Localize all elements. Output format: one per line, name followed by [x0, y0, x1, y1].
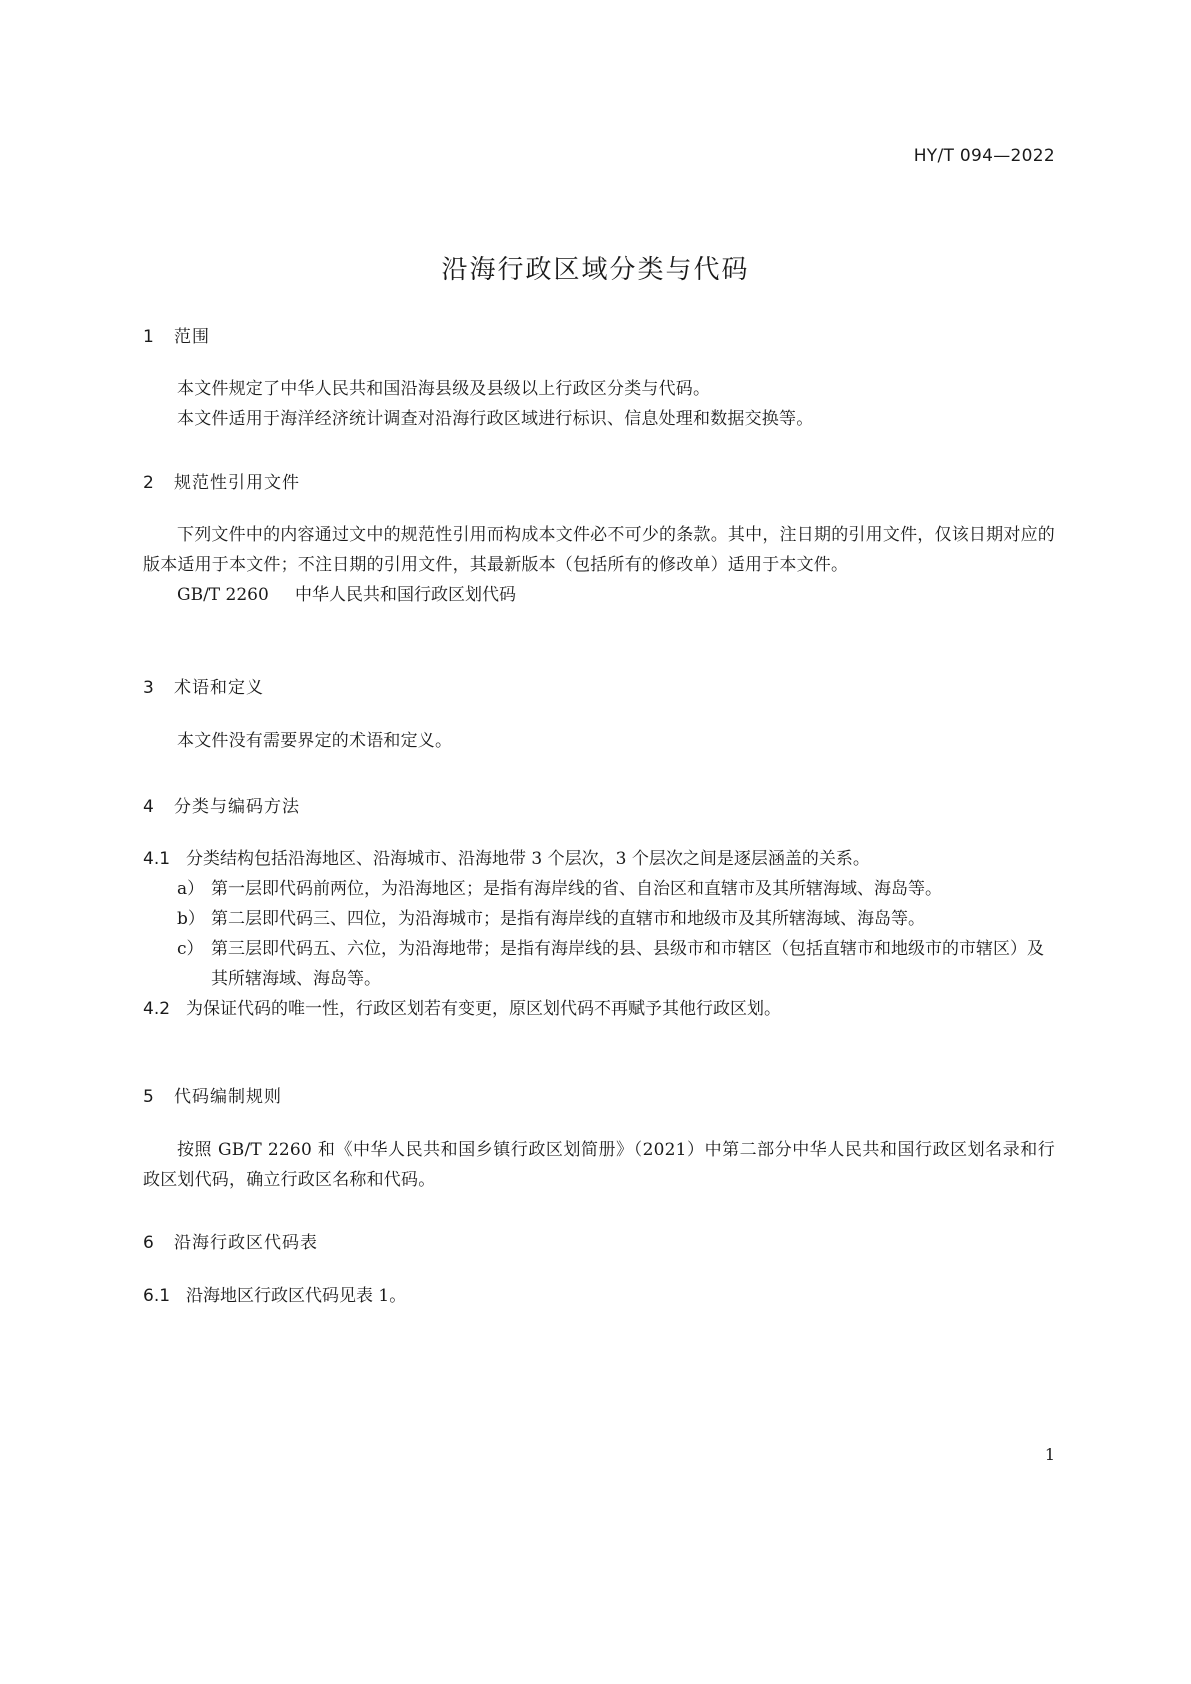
page-number: 1 [1044, 1445, 1055, 1464]
section-6-body [143, 1281, 1055, 1311]
section-number: 1 [143, 327, 155, 347]
list-item-a [143, 874, 1055, 904]
section-2-heading [143, 468, 1055, 493]
section-number: 5 [143, 1087, 155, 1107]
clause-4-1 [143, 844, 1055, 874]
section-title: 代码编制规则 [174, 1087, 282, 1107]
clause-number: 6.1 [143, 1286, 171, 1306]
item-text: 第一层即代码前两位，为沿海地区；是指有海岸线的省、自治区和直辖市及其所辖海域、海岛等。 [211, 879, 942, 899]
section-number: 3 [143, 678, 155, 698]
paragraph: 本文件没有需要界定的术语和定义。 [177, 731, 453, 751]
document-title: 沿海行政区域分类与代码 [441, 255, 750, 285]
reference-title: 中华人民共和国行政区划代码 [295, 585, 516, 605]
item-label: c） [177, 939, 204, 959]
section-5-heading [143, 1082, 1055, 1107]
paragraph: 下列文件中的内容通过文中的规范性引用而构成本文件必不可少的条款。其中，注日期的引用文件，仅该日期对应的版本适用于本文件；不注日期的引用文件，其最新版本（包括所有的修改单）适用于本文件。 [143, 525, 1055, 575]
reference-code: GB/T 2260 [177, 585, 269, 605]
clause-text: 沿海地区行政区代码见表 1。 [186, 1286, 407, 1306]
clause-4-2 [143, 994, 1055, 1024]
section-3-body [143, 726, 1055, 756]
clause-number: 4.1 [143, 849, 171, 869]
section-3-heading [143, 673, 1055, 698]
section-title: 分类与编码方法 [174, 797, 300, 817]
clause-text: 为保证代码的唯一性，行政区划若有变更，原区划代码不再赋予其他行政区划。 [186, 999, 781, 1019]
paragraph: 按照 GB/T 2260 和《中华人民共和国乡镇行政区划简册》（2021）中第二部分中华人民共和国行政区划名录和行政区划代码，确立行政区名称和代码。 [143, 1140, 1055, 1190]
paragraph: 本文件适用于海洋经济统计调查对沿海行政区域进行标识、信息处理和数据交换等。 [177, 409, 814, 429]
clause-6-1 [143, 1281, 1055, 1311]
section-number: 2 [143, 473, 155, 493]
clause-text: 分类结构包括沿海地区、沿海城市、沿海地带 3 个层次，3 个层次之间是逐层涵盖的关系。 [186, 849, 870, 869]
item-text: 第三层即代码五、六位，为沿海地带；是指有海岸线的县、县级市和市辖区（包括直辖市和地级市的市辖区）及其所辖海域、海岛等。 [211, 939, 1044, 989]
paragraph: 本文件规定了中华人民共和国沿海县级及县级以上行政区分类与代码。 [177, 379, 711, 399]
item-text: 第二层即代码三、四位，为沿海城市；是指有海岸线的直辖市和地级市及其所辖海域、海岛等。 [211, 909, 925, 929]
item-label: b） [177, 909, 205, 929]
section-title: 规范性引用文件 [174, 473, 300, 493]
section-number: 4 [143, 797, 155, 817]
section-1-heading [143, 322, 1055, 347]
section-2-body [143, 520, 1055, 610]
list-item-b [143, 904, 1055, 934]
section-6-heading [143, 1228, 1055, 1253]
standard-code: HY/T 094—2022 [913, 146, 1055, 166]
clause-number: 4.2 [143, 999, 171, 1019]
list-item-c [143, 934, 1055, 994]
section-title: 范围 [174, 327, 210, 347]
section-1-body [143, 374, 1055, 434]
item-label: a） [177, 879, 205, 899]
section-title: 沿海行政区代码表 [174, 1233, 318, 1253]
section-4-heading [143, 792, 1055, 817]
section-title: 术语和定义 [174, 678, 264, 698]
section-4-body [143, 844, 1055, 1024]
section-number: 6 [143, 1233, 155, 1253]
normative-reference [143, 580, 1055, 610]
section-5-body [143, 1135, 1055, 1195]
